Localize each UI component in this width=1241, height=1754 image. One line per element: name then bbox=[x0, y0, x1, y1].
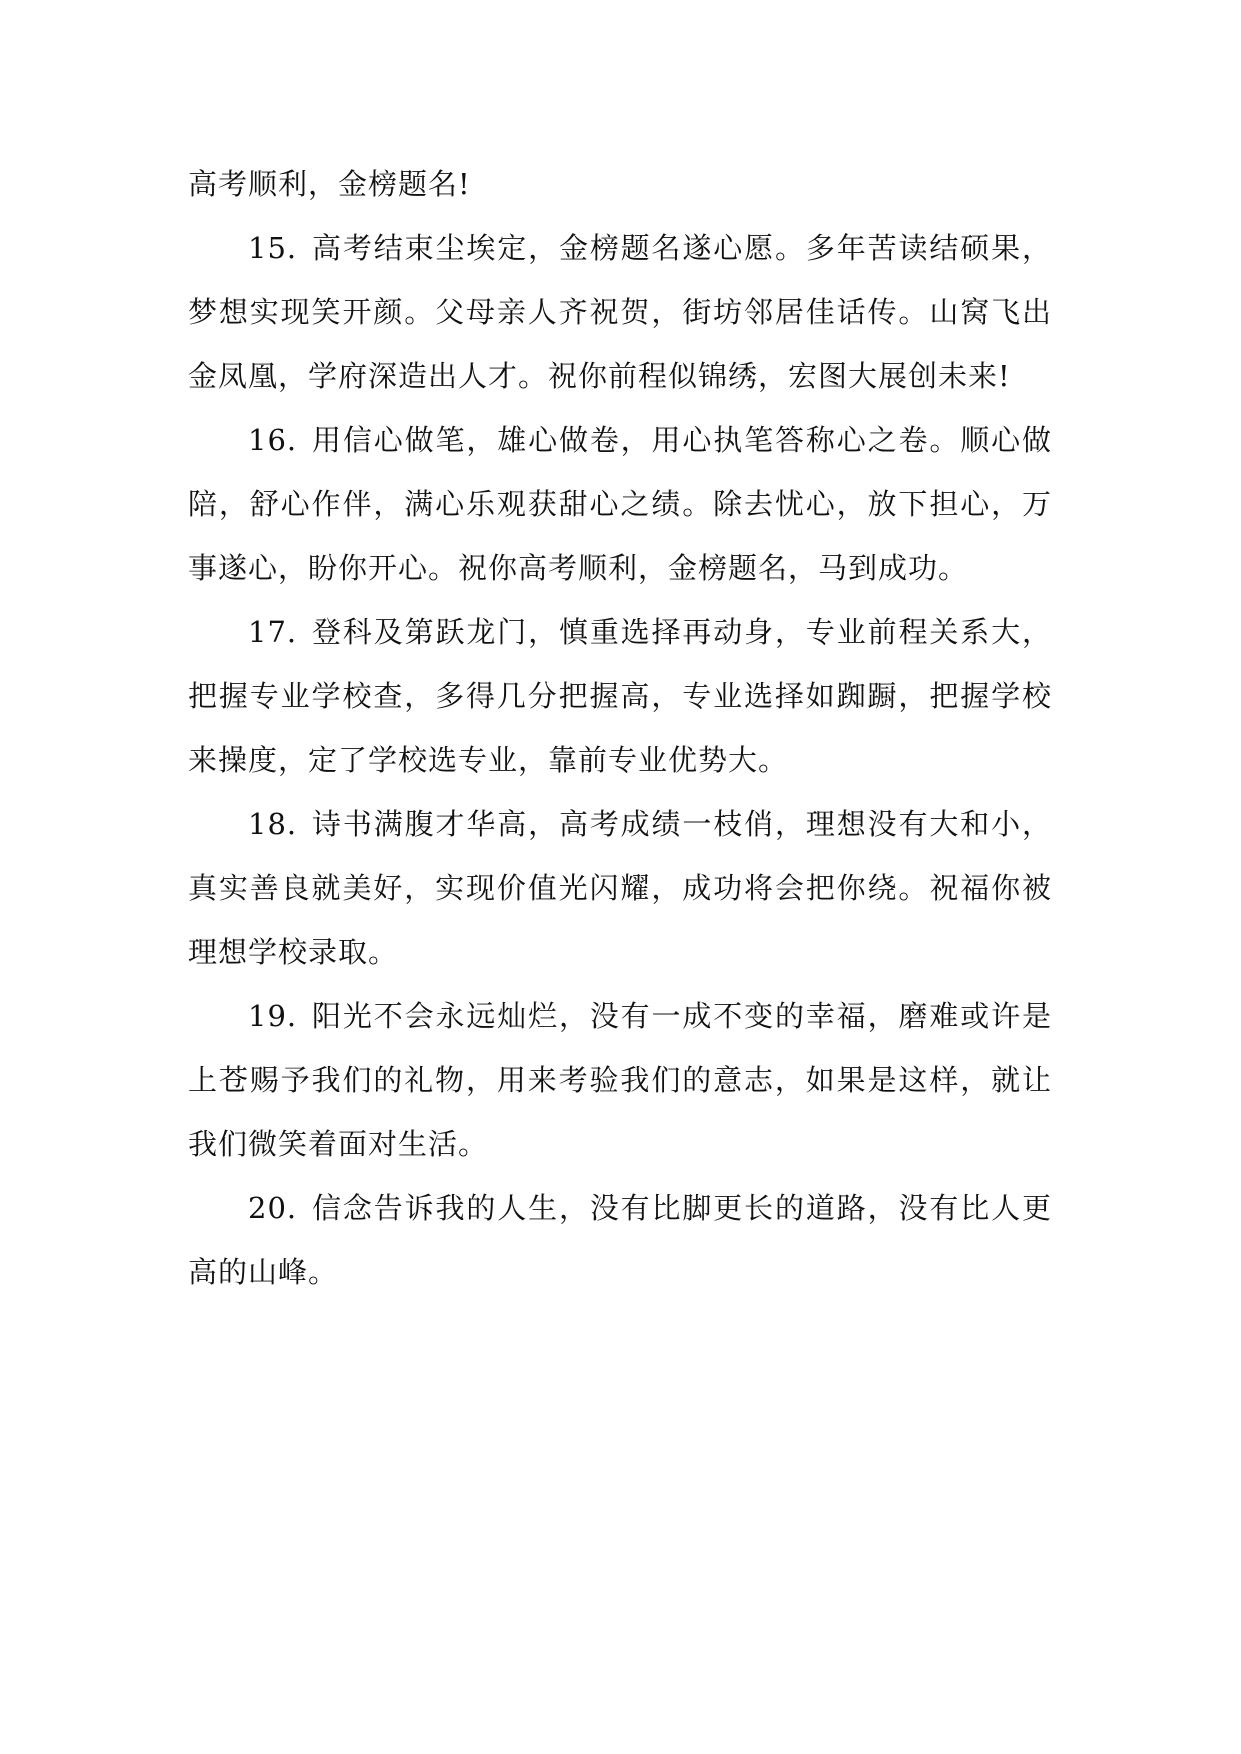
item-text: 信念告诉我的人生，没有比脚更长的道路，没有比人更高的山峰。 bbox=[188, 1191, 1052, 1289]
item-text: 阳光不会永远灿烂，没有一成不变的幸福，磨难或许是上苍赐予我们的礼物，用来考验我们的意志，如果是这样，就让我们微笑着面对生活。 bbox=[188, 999, 1052, 1161]
item-text: 用信心做笔，雄心做卷，用心执笔答称心之卷。顺心做陪，舒心作伴，满心乐观获甜心之绩。除去忧心，放下担心，万事遂心，盼你开心。祝你高考顺利，金榜题名，马到成功。 bbox=[188, 423, 1052, 585]
list-item-18 bbox=[188, 792, 1052, 984]
item-number: 17. bbox=[248, 615, 298, 649]
item-text: 高考结束尘埃定，金榜题名遂心愿。多年苦读结硕果，梦想实现笑开颜。父母亲人齐祝贺，街坊邻居佳话传。山窝飞出金凤凰，学府深造出人才。祝你前程似锦绣，宏图大展创未来! bbox=[188, 231, 1052, 393]
item-text: 登科及第跃龙门，慎重选择再动身，专业前程关系大，把握专业学校查，多得几分把握高，专业选择如踟蹰，把握学校来操度，定了学校选专业，靠前专业优势大。 bbox=[188, 615, 1052, 777]
item-number: 19. bbox=[248, 999, 298, 1033]
list-item-15 bbox=[188, 216, 1052, 408]
list-item-19 bbox=[188, 984, 1052, 1176]
paragraph-continuation bbox=[188, 152, 1052, 216]
item-text: 诗书满腹才华高，高考成绩一枝俏，理想没有大和小，真实善良就美好，实现价值光闪耀，成功将会把你绕。祝福你被理想学校录取。 bbox=[188, 807, 1052, 969]
list-item-20 bbox=[188, 1176, 1052, 1304]
list-item-16 bbox=[188, 408, 1052, 600]
item-number: 16. bbox=[248, 423, 298, 457]
paragraph-text: 高考顺利，金榜题名! bbox=[188, 167, 471, 201]
item-number: 20. bbox=[248, 1191, 298, 1225]
document-page bbox=[188, 0, 1052, 1754]
item-number: 15. bbox=[248, 231, 298, 265]
list-item-17 bbox=[188, 600, 1052, 792]
item-number: 18. bbox=[248, 807, 298, 841]
